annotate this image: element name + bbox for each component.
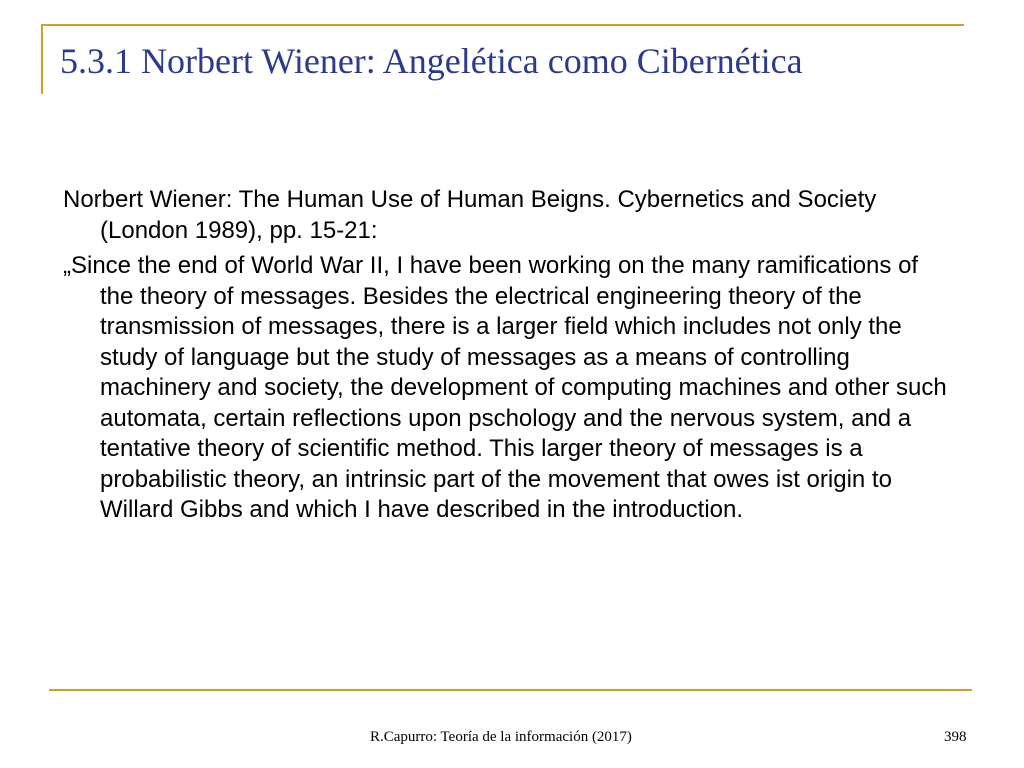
- footer-credit: R.Capurro: Teoría de la información (2017): [370, 729, 632, 745]
- left-decorative-rule: [41, 24, 43, 94]
- slide-body: [63, 185, 953, 531]
- top-decorative-rule: [41, 24, 964, 26]
- slide-footer: [0, 727, 1024, 749]
- citation-paragraph: Norbert Wiener: The Human Use of Human Beigns. Cybernetics and Society (London 1989), pp. 15-21:: [63, 186, 877, 244]
- slide-title: 5.3.1 Norbert Wiener: Angelética como Cibernética: [60, 41, 803, 81]
- bottom-decorative-rule: [49, 689, 972, 691]
- page-number: 398: [944, 729, 967, 745]
- quote-paragraph: „Since the end of World War II, I have been working on the many ramifications of the theory of messages. Besides the electrical engineering theory of the transmission of messages, there is a larger field which includes not only the study of language but the study of messages as a means of controlling machinery and society, the development of computing machines and other such automata, certain reflections upon pschology and the nervous system, and a tentative theory of scientific method. This larger theory of messages is a probabilistic theory, an intrinsic part of the movement that owes ist origin to Willard Gibbs and which I have described in the introduction.: [63, 252, 947, 523]
